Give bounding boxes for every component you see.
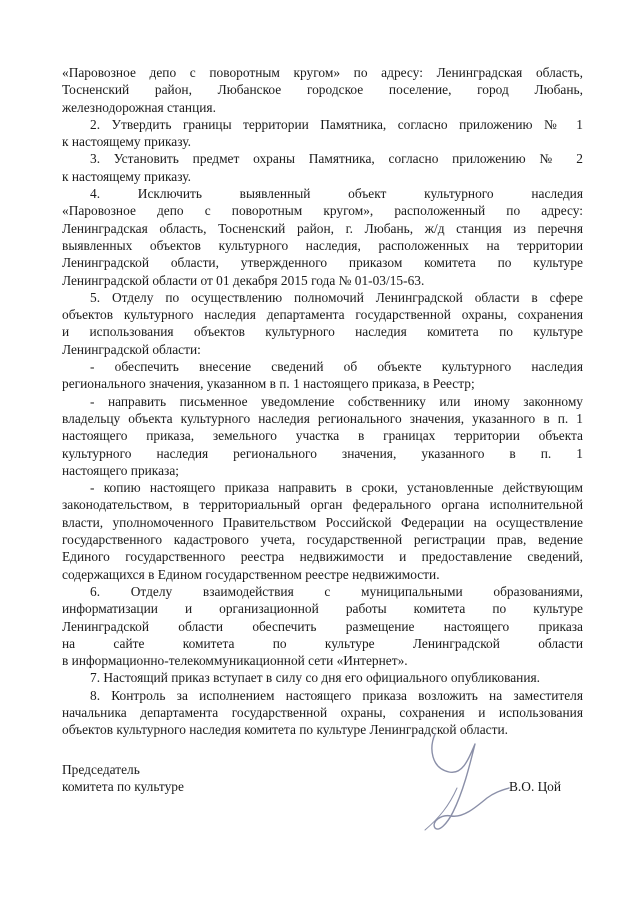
text-line: «Паровозное депо с поворотным кругом», расположенный по адресу: [62, 203, 583, 219]
text-line: 5. Отделу по осуществлению полномочий Ленинградской области в сфере [90, 289, 583, 305]
text-line: власти, уполномоченного Правительством Российской Федерации на осуществление [62, 514, 583, 530]
text-line: 6. Отделу взаимодействия с муниципальными образованиями, [90, 583, 583, 599]
signatory-name: В.О. Цой [509, 779, 561, 794]
text-line: Ленинградской области обеспечить размещение настоящего приказа [62, 618, 583, 634]
text-line: - обеспечить внесение сведений об объекте культурного наследия [90, 359, 583, 375]
text-line: 8. Контроль за исполнением настоящего приказа возложить на заместителя [90, 687, 583, 703]
text-line: «Паровозное депо с поворотным кругом» по адресу: Ленинградская область, [62, 65, 583, 80]
text-line: на сайте комитета по культуре Ленинградской области [62, 635, 583, 651]
text-line: 4. Исключить выявленный объект культурного наследия [90, 186, 583, 202]
text-line: к настоящему приказу. [62, 134, 191, 150]
text-line: Единого государственного реестра недвижимости и предоставление сведений, [62, 549, 583, 565]
text-line: регионального значения, указанном в п. 1 настоящего приказа, в Реестр; [62, 376, 475, 392]
text-line: законодательством, в территориальный орган федерального органа исполнительной [62, 497, 583, 513]
text-line: 2. Утвердить границы территории Памятника, согласно приложению № 1 [90, 116, 583, 132]
text-line: настоящего приказа, земельного участка в границах территории объекта [62, 428, 583, 444]
text-line: информатизации и организационной работы комитета по культуре [62, 601, 583, 617]
text-line: железнодорожная станция. [62, 99, 216, 115]
text-line: культурного наследия регионального значения, указанного в п. 1 [62, 445, 583, 461]
text-line: начальника департамента государственной охраны, сохранения и использования [62, 704, 583, 720]
text-line: и использования объектов культурного наследия комитета по культуре [62, 324, 583, 340]
text-line: выявленных объектов культурного наследия, расположенных на территории [62, 237, 583, 253]
text-line: владельцу объекта культурного наследия регионального значения, указанного в п. 1 [62, 410, 583, 426]
text-line: Ленинградская область, Тосненский район, г. Любань, ж/д станция из перечня [62, 220, 583, 236]
text-line: государственного кадастрового учета, государственной регистрации прав, ведение [62, 532, 583, 548]
text-line: в информационно-телекоммуникационной сети «Интернет». [62, 653, 408, 669]
text-line: объектов культурного наследия департамента государственной охраны, сохранения [62, 307, 583, 323]
text-line: - копию настоящего приказа направить в сроки, установленные действующим [90, 480, 583, 496]
text-line: 7. Настоящий приказ вступает в силу со дня его официального опубликования. [90, 670, 540, 686]
text-line: Ленинградской области, утвержденного приказом комитета по культуре [62, 255, 583, 271]
signatory-title-line: комитета по культуре [62, 779, 184, 795]
text-line: - направить письменное уведомление собственнику или иному законному [90, 393, 583, 409]
text-line: Ленинградской области: [62, 341, 201, 357]
text-line: к настоящему приказу. [62, 168, 191, 184]
signatory-title [62, 761, 184, 796]
text-line: Тосненский район, Любанское городское поселение, город Любань, [62, 82, 583, 98]
text-line: объектов культурного наследия комитета по культуре Ленинградской области. [62, 722, 508, 738]
text-line: Ленинградской области от 01 декабря 2015 года № 01-03/15-63. [62, 272, 425, 288]
handwritten-signature [405, 728, 515, 840]
text-line: настоящего приказа; [62, 462, 180, 478]
text-line: содержащихся в Едином государственном реестре недвижимости. [62, 566, 440, 582]
text-line: 3. Установить предмет охраны Памятника, согласно приложению № 2 [90, 151, 583, 167]
document-body [62, 64, 583, 739]
signatory-title-line: Председатель [62, 762, 140, 777]
